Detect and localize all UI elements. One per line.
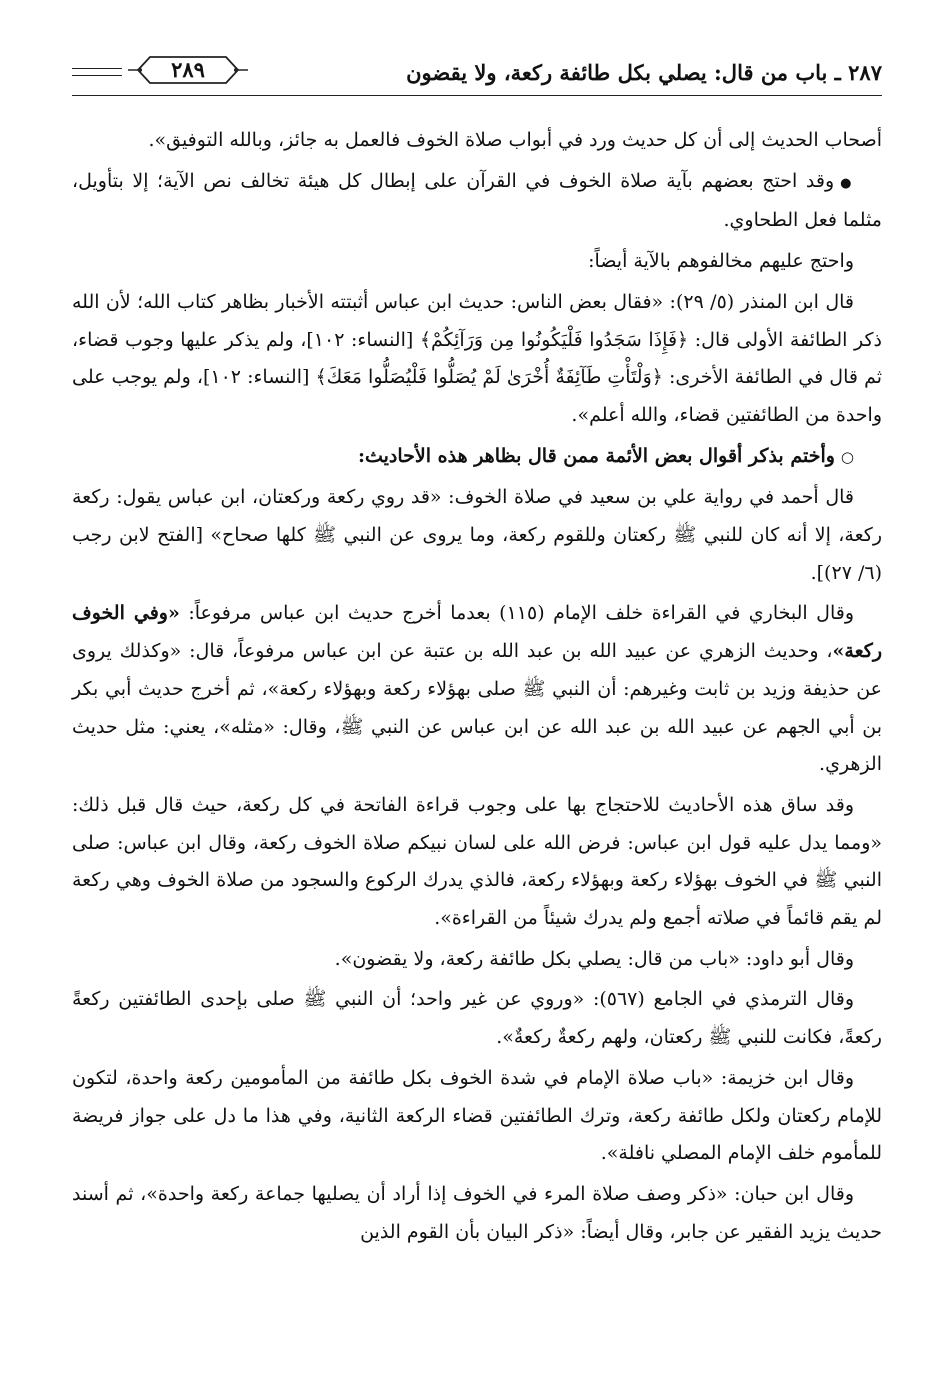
paragraph-9: وقال أبو داود: «باب من قال: يصلي بكل طائفة ركعة، ولا يقضون».	[334, 947, 854, 970]
header-rule	[72, 95, 882, 96]
page-number: ٢٨٩	[171, 57, 205, 82]
paragraph-10: وقال الترمذي في الجامع (٥٦٧): «وروي عن غير واحد؛ أن النبي ﷺ صلى بإحدى الطائفتين ركعةً ركعةً، فكانت للنبي ﷺ ركعتان، ولهم ركعةٌ ركعةٌ».	[72, 988, 882, 1049]
paragraph-7-text-b: ، وحديث الزهري عن عبيد الله بن عبد الله بن عتبة عن ابن عباس مرفوعاً، قال: «وكذلك يروى عن حذيفة وزيد بن ثابت وغيرهم: أن النبي ﷺ صلى بهؤلاء ركعة وبهؤلاء ركعة»، ثم أخرج حديث أبي بكر بن أبي الجهم عن عبيد الله بن عبد الله عن ابن عباس عن النبي ﷺ، وقال: «مثله»، يعني: مثل حديث الزهري.	[72, 640, 882, 776]
bullet-icon: ●	[840, 175, 855, 191]
paragraph-3: واحتج عليهم مخالفوهم بالآية أيضاً:	[588, 250, 854, 273]
paragraph-4: قال ابن المنذر (٥/ ٢٩): «فقال بعض الناس: حديث ابن عباس أثبتته الأخبار بظاهر كتاب الله؛ لأن الله ذكر الطائفة الأولى قال: ﴿فَإِذَا سَجَدُوا فَلْيَكُونُوا مِن وَرَآئِكُمْ﴾ [النساء: ١٠٢]، ولم يذكر عليها وجوب قضاء، ثم قال في الطائفة الأخرى: ﴿وَلْتَأْتِ طَآئِفَةٌ أُخْرَىٰ لَمْ يُصَلُّوا فَلْيُصَلُّوا مَعَكَ﴾ [النساء: ١٠٢]، ولم يوجب على واحدة من الطائفتين قضاء، والله أعلم».	[72, 290, 882, 426]
chapter-title: ٢٨٧ ـ باب من قال: يصلي بكل طائفة ركعة، ولا يقضون	[406, 60, 882, 85]
circle-bullet-icon: ○	[840, 447, 854, 466]
paragraph-1: أصحاب الحديث إلى أن كل حديث ورد في أبواب صلاة الخوف فالعمل به جائز، وبالله التوفيق».	[148, 129, 882, 151]
paragraph-6: قال أحمد في رواية علي بن سعيد في صلاة الخوف: «قد روي ركعة وركعتان، ابن عباس يقول: ركعة ركعة، إلا أنه كان للنبي ﷺ ركعتان وللقوم ركعة، وما يروى عن النبي ﷺ كلها صحاح» [الفتح لابن رجب (٦/ ٢٧)].	[72, 486, 882, 584]
header-ornament-lines	[72, 68, 122, 76]
paragraph-11: وقال ابن خزيمة: «باب صلاة الإمام في شدة الخوف بكل طائفة من المأمومين ركعة واحدة، لتكون للإمام ركعتان ولكل طائفة ركعة، وترك الطائفتين قضاء الركعة الثانية، وفي هذا ما دل على جواز فريضة للمأموم خلف الإمام المصلي نافلة».	[72, 1066, 882, 1165]
page-header	[72, 52, 882, 98]
paragraph-2-text: وقد احتج بعضهم بآية صلاة الخوف في القرآن على إبطال كل هيئة تخالف نص الآية؛ إلا بتأويل، مثلما فعل الطحاوي.	[72, 169, 882, 232]
paragraph-7-bold: «وفي الخوف ركعة»	[72, 602, 882, 663]
paragraph-5	[72, 438, 882, 477]
paragraph-2	[72, 163, 882, 240]
paragraph-7-text-a: وقال البخاري في القراءة خلف الإمام (١١٥) بعدما أخرج حديث ابن عباس مرفوعاً:	[179, 602, 855, 625]
paragraph-5-text: وأختم بذكر أقوال بعض الأئمة ممن قال بظاهر هذه الأحاديث:	[357, 444, 835, 467]
paragraph-7	[72, 595, 882, 784]
paragraph-8: وقد ساق هذه الأحاديث للاحتجاج بها على وجوب قراءة الفاتحة في كل ركعة، حيث قال قبل ذلك: «ومما يدل عليه قول ابن عباس: فرض الله على لسان نبيكم صلاة الخوف ركعة، وقال ابن عباس: صلى النبي ﷺ في الخوف بهؤلاء ركعة وبهؤلاء ركعة، فالذي يدرك الركوع والسجود من صلاة الخوف وهي ركعة لم يقم قائماً في صلاته أجمع ولم يدرك شيئاً من القراءة».	[72, 793, 882, 930]
page-number-badge	[124, 54, 252, 86]
paragraph-12: وقال ابن حبان: «ذكر وصف صلاة المرء في الخوف إذا أراد أن يصليها جماعة ركعة واحدة»، ثم أسند حديث يزيد الفقير عن جابر، وقال أيضاً: «ذكر البيان بأن القوم الذين	[72, 1182, 882, 1243]
page-body	[72, 122, 882, 1254]
